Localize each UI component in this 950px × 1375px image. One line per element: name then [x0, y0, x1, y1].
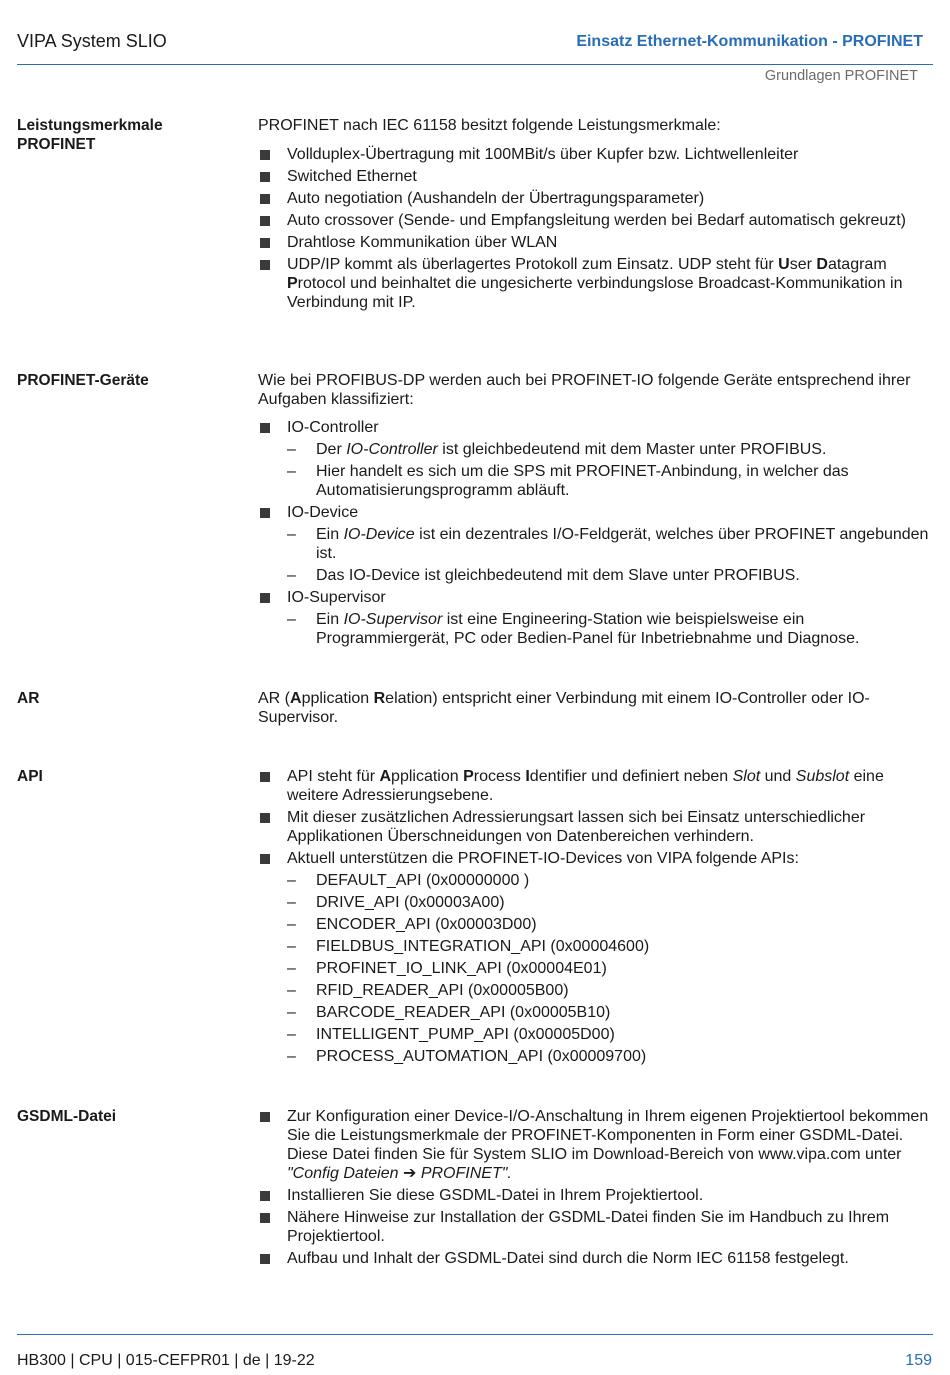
list-item: Auto crossover (Sende- und Empfangsleitung werden bei Bedarf automatisch gekreuzt) [258, 211, 932, 230]
section-body [258, 371, 932, 651]
list-item: UDP/IP kommt als überlagertes Protokoll zum Einsatz. UDP steht für User Datagram Protocol und beinhaltet die ungesicherte verbindungslose Broadcast-Kommunikation in Verbindung mit IP. [258, 255, 932, 312]
sub-list-item: – Hier handelt es sich um die SPS mit PROFINET-Anbindung, in welcher das Automatisierungsprogramm abläuft. [287, 463, 849, 499]
sub-list-item: – Ein IO-Supervisor ist eine Engineering-Station wie beispielsweise ein Programmiergerät, PC oder Bedien-Panel für Inbetriebnahme und Diagnose. [287, 611, 860, 647]
header-title: VIPA System SLIO [17, 31, 167, 51]
dash-icon: – [287, 1026, 296, 1043]
section-subtitle: Grundlagen PROFINET [764, 68, 918, 84]
list-item: Aktuell unterstützen die PROFINET-IO-Devices von VIPA folgende APIs: [258, 849, 932, 868]
bullet-square-icon [260, 194, 270, 204]
list-item: Auto negotiation (Aushandeln der Übertragungsparameter) [258, 189, 932, 208]
bullet-square-icon [260, 260, 270, 270]
api-list-item: – DRIVE_API (0x00003A00) [287, 894, 505, 911]
api-list-item: – FIELDBUS_INTEGRATION_API (0x00004600) [287, 938, 650, 955]
list-item: Drahtlose Kommunikation über WLAN [258, 233, 932, 252]
footer-doc-id: HB300 | CPU | 015-CEFPR01 | de | 19-22 [17, 1352, 315, 1369]
sub-list-item: – Das IO-Device ist gleichbedeutend mit dem Slave unter PROFIBUS. [287, 567, 800, 584]
dash-icon: – [287, 463, 296, 480]
bullet-square-icon [260, 216, 270, 226]
bullet-square-icon [260, 1213, 270, 1223]
bullet-square-icon [260, 593, 270, 603]
list-item: Zur Konfiguration einer Device-I/O-Anschaltung in Ihrem eigenen Projektiertool bekommen Sie die Leistungsmerkmale der PROFINET-Komponenten in Form einer GSDML-Datei. Diese Datei finden Sie für System SLIO im Download-Bereich von www.vipa.com unter "Config Dateien ➔ PROFINET". [258, 1107, 932, 1183]
bullet-square-icon [260, 423, 270, 433]
dash-icon: – [287, 1004, 296, 1021]
list-item: Installieren Sie diese GSDML-Datei in Ihrem Projektiertool. [258, 1186, 932, 1205]
section-label: GSDML-Datei [17, 1108, 117, 1125]
bullet-square-icon [260, 150, 270, 160]
list-item: Aufbau und Inhalt der GSDML-Datei sind durch die Norm IEC 61158 festgelegt. [258, 1249, 932, 1268]
dash-icon: – [287, 960, 296, 977]
dash-icon: – [287, 982, 296, 999]
list-item: IO-Supervisor [258, 588, 932, 607]
dash-icon: – [287, 441, 296, 458]
intro-text: Wie bei PROFIBUS-DP werden auch bei PROFINET-IO folgende Geräte entsprechend ihrer Aufgaben klassifiziert: [258, 372, 911, 408]
bullet-square-icon [260, 1191, 270, 1201]
section-label: API [17, 768, 43, 785]
dash-icon: – [287, 916, 296, 933]
api-list-item: – RFID_READER_API (0x00005B00) [287, 982, 569, 999]
page-number: 159 [905, 1352, 932, 1369]
dash-icon: – [287, 872, 296, 889]
dash-icon: – [287, 894, 296, 911]
list-item: IO-Device [258, 503, 932, 522]
section-body [258, 767, 932, 1069]
section-body [258, 1107, 932, 1271]
list-item: Mit dieser zusätzlichen Adressierungsart lassen sich bei Einsatz unterschiedlicher Applikationen Überschneidungen von Datenbereichen verhindern. [258, 808, 932, 846]
footer-divider [17, 1334, 933, 1335]
dash-icon: – [287, 567, 296, 584]
bullet-square-icon [260, 1254, 270, 1264]
section-label: PROFINET-Geräte [17, 372, 149, 389]
list-item: Nähere Hinweise zur Installation der GSDML-Datei finden Sie im Handbuch zu Ihrem Projektiertool. [258, 1208, 932, 1246]
intro-text: PROFINET nach IEC 61158 besitzt folgende Leistungsmerkmale: [258, 117, 721, 134]
header-divider [17, 64, 933, 65]
bullet-square-icon [260, 508, 270, 518]
sub-list-item: – Ein IO-Device ist ein dezentrales I/O-Feldgerät, welches über PROFINET angebunden ist. [287, 526, 929, 562]
list-item: IO-Controller [258, 418, 932, 437]
api-list-item: – INTELLIGENT_PUMP_API (0x00005D00) [287, 1026, 615, 1043]
api-list-item: – PROCESS_AUTOMATION_API (0x00009700) [287, 1048, 647, 1065]
dash-icon: – [287, 938, 296, 955]
bullet-square-icon [260, 854, 270, 864]
ar-text: AR (Application Relation) entspricht einer Verbindung mit einem IO-Controller oder IO-Supervisor. [258, 690, 870, 726]
list-item: Switched Ethernet [258, 167, 932, 186]
api-list-item: – DEFAULT_API (0x00000000 ) [287, 872, 530, 889]
sub-list-item: – Der IO-Controller ist gleichbedeutend mit dem Master unter PROFIBUS. [287, 441, 827, 458]
dash-icon: – [287, 526, 296, 543]
section-body [258, 116, 932, 315]
bullet-square-icon [260, 238, 270, 248]
section-label: Leistungsmerkmale PROFINET [17, 117, 163, 153]
bullet-square-icon [260, 772, 270, 782]
api-list-item: – ENCODER_API (0x00003D00) [287, 916, 537, 933]
api-list-item: – PROFINET_IO_LINK_API (0x00004E01) [287, 960, 607, 977]
bullet-square-icon [260, 813, 270, 823]
api-list-item: – BARCODE_READER_API (0x00005B10) [287, 1004, 611, 1021]
section-label: AR [17, 690, 40, 707]
section-body [258, 689, 932, 727]
bullet-square-icon [260, 172, 270, 182]
list-item: API steht für Application Process Identifier und definiert neben Slot und Subslot eine weitere Adressierungsebene. [258, 767, 932, 805]
bullet-square-icon [260, 1112, 270, 1122]
list-item: Vollduplex-Übertragung mit 100MBit/s über Kupfer bzw. Lichtwellenleiter [258, 145, 932, 164]
dash-icon: – [287, 1048, 296, 1065]
dash-icon: – [287, 611, 296, 628]
chapter-title: Einsatz Ethernet-Kommunikation - PROFINET [576, 33, 923, 50]
